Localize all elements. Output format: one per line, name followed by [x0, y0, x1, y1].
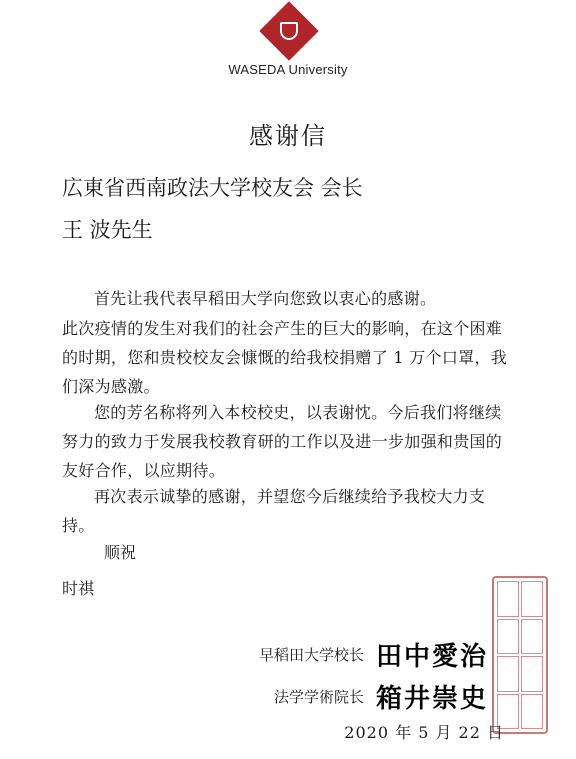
signature-name: 箱井崇史 — [375, 684, 488, 714]
crest-icon — [280, 22, 298, 40]
signature-title: 早稻田大学校长 — [258, 646, 364, 664]
closing-greeting: 顺祝 — [104, 543, 137, 562]
signature-name: 田中愛治 — [375, 642, 488, 672]
closing-wish: 时祺 — [62, 579, 95, 598]
signature-president — [259, 636, 488, 673]
paragraph-4: 再次表示诚挚的感谢，并望您今后继续给予我校大力支持。 — [62, 487, 486, 535]
letter-title: 感谢信 — [249, 122, 327, 150]
paragraph-2: 此次疫情的发生对我们的社会产生的巨大的影响，在这个困难的时期，您和贵校校友会慷慨的给我校捐赠了 1 万个口罩，我们深为感激。 — [62, 319, 508, 396]
paragraph-1: 首先让我代表早稻田大学向您致以衷心的感谢。 — [94, 289, 437, 308]
signature-dean — [274, 678, 488, 715]
university-wordmark: WASEDA University — [228, 62, 348, 77]
letter-date: 2020 年 5 月 22 日 — [344, 723, 504, 742]
official-seal-stamp — [492, 576, 548, 734]
recipient-name: 王 波先生 — [62, 218, 153, 242]
paragraph-3: 您的芳名称将列入本校校史，以表谢忱。今后我们将继续努力的致力于发展我校教育研的工作以及进一步加强和贵国的友好合作，以应期待。 — [62, 403, 503, 480]
recipient-organization: 広東省西南政法大学校友会 会长 — [62, 176, 363, 200]
signature-title: 法学学術院长 — [273, 688, 364, 706]
